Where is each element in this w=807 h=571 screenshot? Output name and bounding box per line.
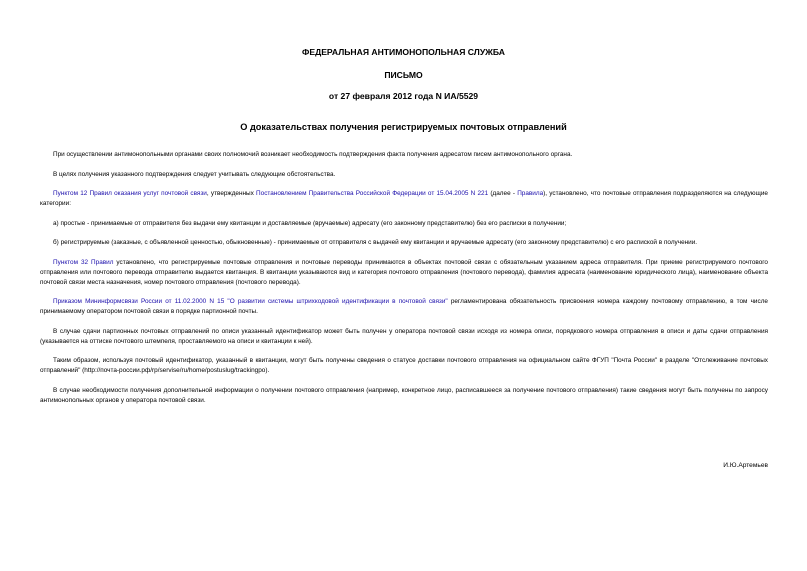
- agency-heading: ФЕДЕРАЛЬНАЯ АНТИМОНОПОЛЬНАЯ СЛУЖБА: [302, 47, 505, 57]
- paragraph-1: При осуществлении антимонопольными органами своих полномочий возникает необходимость подтверждения факта получения адресатом писем антимонопольного органа.: [53, 151, 573, 158]
- paragraph-9: Таким образом, используя почтовый идентификатор, указанный в квитанции, могут быть получены сведения о статусе доставки почтового отправления на официальном сайте ФГУП "Почта России" в разделе "Отслеживание почтовых отправлений" (http://почта-россии.рф/rp/servise/ru/home/postuslug/trackingpo).: [40, 357, 768, 374]
- paragraph-7-text: регламентирована обязательность присвоения номера каждому почтовому отправлению, в том числе принимаемому оператором почтовой связи в порядке партионной почты.: [40, 298, 768, 315]
- paragraph-6: [40, 258, 768, 288]
- document-body: [40, 150, 768, 415]
- doc-type-heading: ПИСЬМО: [384, 70, 423, 80]
- link-rules-item-32[interactable]: Пунктом 32 Правил: [53, 258, 114, 266]
- link-rules-item-12[interactable]: Пунктом 12 Правил оказания услуг почтовой связи: [53, 190, 207, 197]
- signature: И.Ю.Артемьев: [723, 462, 768, 469]
- link-ministry-order[interactable]: Приказом Мининформсвязи России от 11.02.2000 N 15 "О развитии системы штрихкодовой идентификации в почтовой связи": [53, 298, 448, 305]
- paragraph-7: [40, 297, 768, 317]
- paragraph-2: В целях получения указанного подтверждения следует учитывать следующие обстоятельства.: [53, 170, 336, 178]
- paragraph-10: В случае необходимости получения дополнительной информации о получении почтового отправления (например, конкретное лицо, расписавшееся за получение почтового отправления) такие сведения могут быть получены по запросу антимонопольных органов у оператора почтовой связи.: [40, 386, 768, 404]
- link-government-resolution[interactable]: Постановлением Правительства Российской Федерации от 15.04.2005 N 221: [256, 190, 489, 197]
- date-number-heading: от 27 февраля 2012 года N ИА/5529: [328, 91, 479, 101]
- paragraph-8: В случае сдачи партионных почтовых отправлений по описи указанный идентификатор может быть получен у оператора почтовой связи исходя из номера описи, порядкового номера отправления в описи и даты сдачи отправления (указывается на оттиске почтового штемпеля, проставляемого на описи и квитанции к ней).: [40, 327, 768, 345]
- paragraph-3: [40, 189, 768, 209]
- document-title: О доказательствах получения регистрируемых почтовых отправлений: [240, 122, 567, 132]
- paragraph-3-text-3: ), установлено, что почтовые отправления подразделяются на следующие категории:: [40, 190, 768, 207]
- paragraph-4: а) простые - принимаемые от отправителя без выдачи ему квитанции и доставляемые (вручаемые) адресату (его законному представителю) без его расписки в получении;: [53, 219, 567, 227]
- paragraph-3-text-2: (далее -: [488, 190, 518, 197]
- link-rules[interactable]: Правила: [517, 190, 544, 197]
- paragraph-6-text: установлено, что регистрируемые почтовые отправления и почтовые переводы принимаются в объектах почтовой связи с обязательным указанием адреса отправителя. При приеме регистрируемого почтового отправления или почтового перевода отправителю выдается квитанция. В квитанции указываются вид и категория почтового отправления (почтового перевода), фамилия адресата (наименование юридического лица), наименование объекта почтовой связи места назначения, номер почтового отправления (почтового перевода).: [40, 258, 768, 286]
- paragraph-3-text-1: , утвержденных: [206, 190, 257, 197]
- paragraph-5: б) регистрируемые (заказные, с объявленной ценностью, обыкновенные) - принимаемые от отправителя с выдачей ему квитанции и вручаемые адресату (его законному представителю) с его распиской в получении.: [53, 239, 698, 246]
